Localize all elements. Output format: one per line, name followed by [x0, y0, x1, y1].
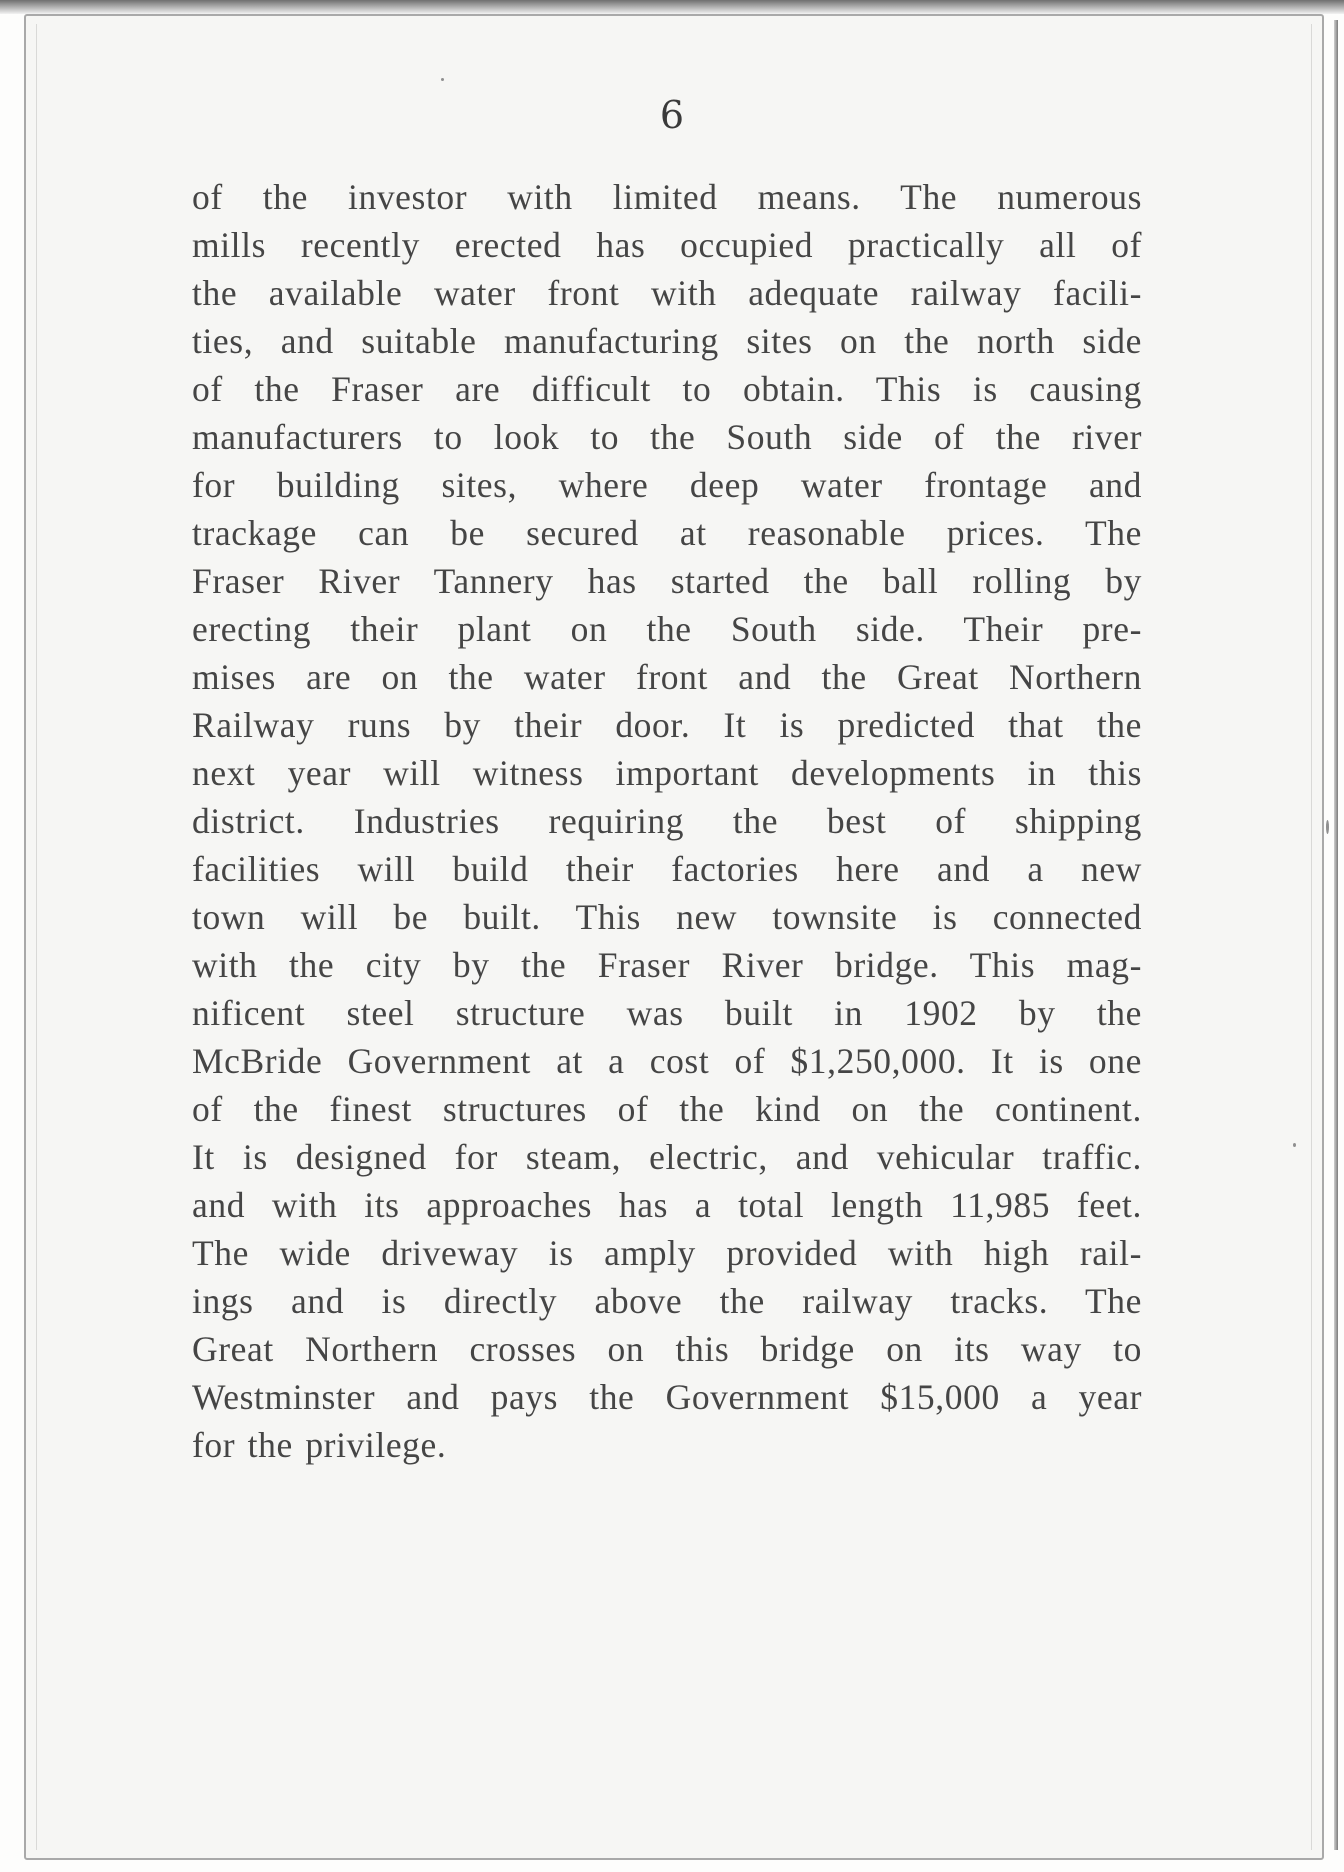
scan-speck	[441, 78, 444, 81]
text-line: town will be built. This new townsite is connected	[192, 897, 1142, 937]
text-line: trackage can be secured at reasonable prices. The	[192, 513, 1142, 553]
text-line: manufacturers to look to the South side of the river	[192, 417, 1142, 457]
text-line: ties, and suitable manufacturing sites on the north side	[192, 321, 1142, 361]
text-line: Fraser River Tannery has started the ball rolling by	[192, 561, 1142, 601]
text-line: with the city by the Fraser River bridge. This mag-	[192, 945, 1142, 985]
text-line: facilities will build their factories here and a new	[192, 849, 1142, 889]
text-line: erecting their plant on the South side. Their pre-	[192, 609, 1142, 649]
text-line: for the privilege.	[192, 1425, 447, 1465]
binding-edge	[1334, 20, 1338, 1850]
text-line: It is designed for steam, electric, and vehicular traffic.	[192, 1137, 1142, 1177]
text-line: of the Fraser are difficult to obtain. This is causing	[192, 369, 1142, 409]
text-line: district. Industries requiring the best of shipping	[192, 801, 1142, 841]
text-line: and with its approaches has a total length 11,985 feet.	[192, 1185, 1142, 1225]
text-line: the available water front with adequate railway facili-	[192, 273, 1142, 313]
text-line: ings and is directly above the railway tracks. The	[192, 1281, 1142, 1321]
text-line: Westminster and pays the Government $15,000 a year	[192, 1377, 1142, 1417]
text-line: next year will witness important developments in this	[192, 753, 1142, 793]
scan-speck	[1293, 1143, 1296, 1147]
page-number: 6	[659, 93, 685, 137]
text-line: for building sites, where deep water frontage and	[192, 465, 1142, 505]
text-line: nificent steel structure was built in 1902 by the	[192, 993, 1142, 1033]
text-line: McBride Government at a cost of $1,250,000. It is one	[192, 1041, 1142, 1081]
text-line: Railway runs by their door. It is predicted that the	[192, 705, 1142, 745]
scan-speck	[1326, 820, 1329, 834]
text-line: Great Northern crosses on this bridge on its way to	[192, 1329, 1142, 1369]
body-text	[192, 173, 1142, 1469]
scan-top-edge	[0, 0, 1344, 14]
text-line: mills recently erected has occupied practically all of	[192, 225, 1142, 265]
text-line: The wide driveway is amply provided with high rail-	[192, 1233, 1142, 1273]
text-line: mises are on the water front and the Great Northern	[192, 657, 1142, 697]
text-line: of the finest structures of the kind on the continent.	[192, 1089, 1142, 1129]
text-line: of the investor with limited means. The numerous	[192, 177, 1142, 217]
